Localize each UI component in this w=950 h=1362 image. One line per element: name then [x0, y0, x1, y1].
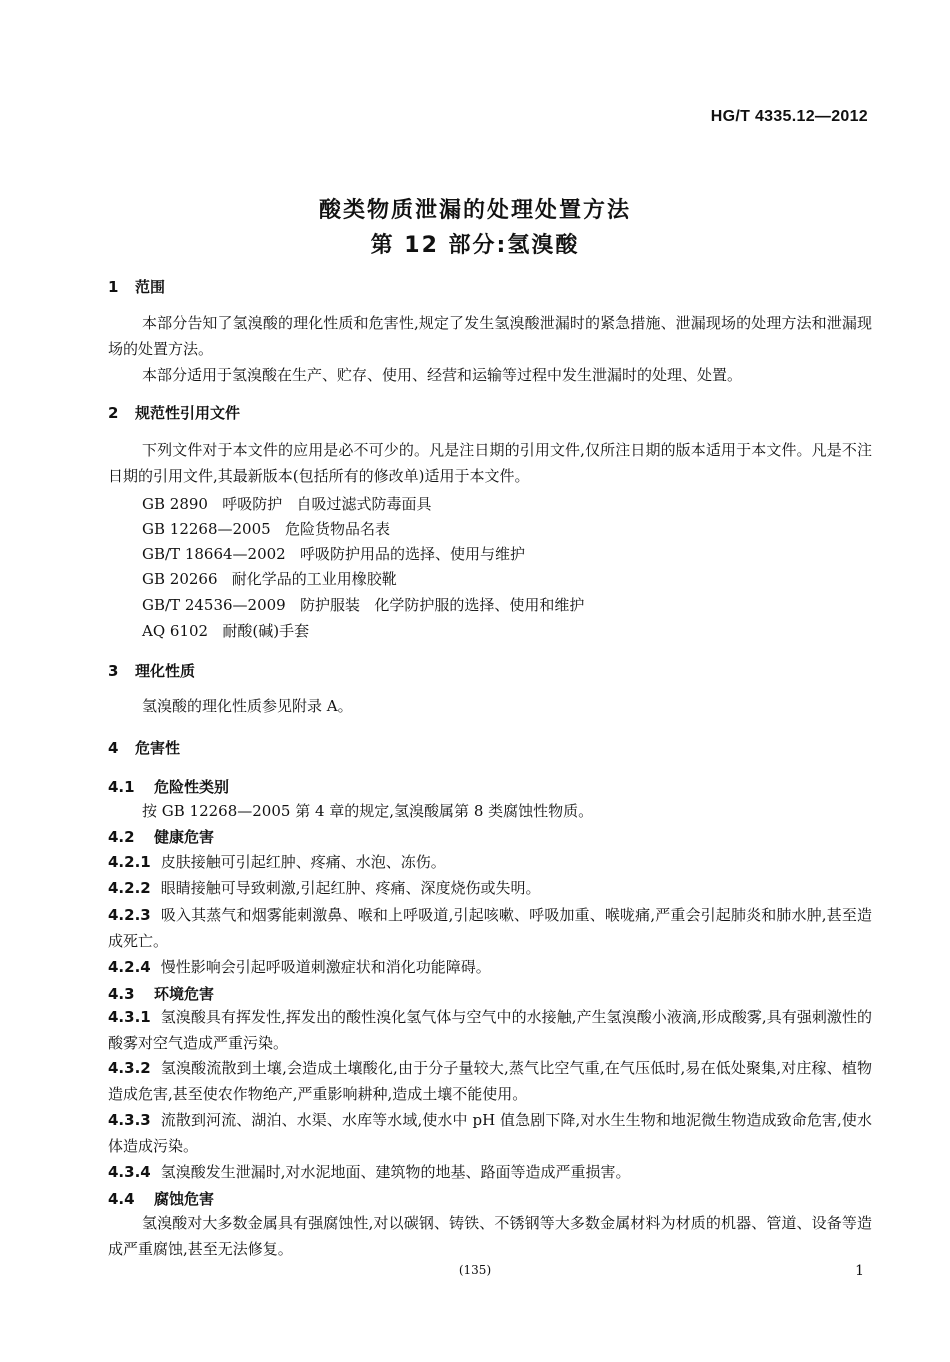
subsection-4-1-text: 按 GB 12268—2005 第 4 章的规定,氢溴酸属第 8 类腐蚀性物质。	[142, 802, 594, 820]
clause-4-2-2	[108, 875, 872, 901]
clause-4-3-3	[108, 1107, 872, 1159]
section-number: 4	[108, 739, 119, 757]
clause-text: 氢溴酸发生泄漏时,对水泥地面、建筑物的地基、路面等造成严重损害。	[160, 1163, 631, 1181]
section-number: 1	[108, 278, 119, 296]
section-number: 2	[108, 404, 119, 422]
subsection-number: 4.4	[108, 1190, 135, 1208]
clause-text: 慢性影响会引起呼吸道刺激症状和消化功能障碍。	[160, 958, 491, 976]
subsection-4-1-heading	[108, 776, 229, 797]
reference-item: GB 2890 呼吸防护 自吸过滤式防毒面具	[142, 495, 432, 513]
section-1-heading	[108, 276, 165, 297]
section-number: 3	[108, 662, 119, 680]
subsection-4-4-text: 氢溴酸对大多数金属具有强腐蚀性,对以碳钢、铸铁、不锈钢等大多数金属材料为材质的机器、管道、设备等造成严重腐蚀,甚至无法修复。	[108, 1214, 872, 1258]
reference-item: GB/T 18664—2002 呼吸防护用品的选择、使用与维护	[142, 545, 526, 563]
clause-number: 4.3.2	[108, 1059, 151, 1077]
section-3-paragraph-1: 氢溴酸的理化性质参见附录 A。	[142, 697, 353, 715]
clause-number: 4.2.2	[108, 879, 151, 897]
subsection-number: 4.1	[108, 778, 135, 796]
footer-page-index: (135)	[458, 1263, 492, 1277]
section-1-paragraph-2: 本部分适用于氢溴酸在生产、贮存、使用、经营和运输等过程中发生泄漏时的处理、处置。	[142, 366, 743, 384]
clause-number: 4.2.3	[108, 906, 151, 924]
clause-text: 眼睛接触可导致刺激,引起红肿、疼痛、深度烧伤或失明。	[160, 879, 541, 897]
subsection-title: 健康危害	[154, 828, 215, 846]
clause-number: 4.3.1	[108, 1008, 151, 1026]
reference-item: AQ 6102 耐酸(碱)手套	[142, 622, 310, 640]
subsection-4-3-heading	[108, 983, 214, 1004]
subsection-title: 腐蚀危害	[154, 1190, 215, 1208]
section-3-heading	[108, 660, 195, 681]
section-2-heading	[108, 402, 240, 423]
section-1-paragraph-1: 本部分告知了氢溴酸的理化性质和危害性,规定了发生氢溴酸泄漏时的紧急措施、泄漏现场的处理方法和泄漏现场的处置方法。	[108, 314, 872, 358]
section-2-paragraph-1: 下列文件对于本文件的应用是必不可少的。凡是注日期的引用文件,仅所注日期的版本适用于本文件。凡是不注日期的引用文件,其最新版本(包括所有的修改单)适用于本文件。	[108, 441, 872, 485]
reference-item: GB 12268—2005 危险货物品名表	[142, 520, 390, 538]
section-title: 理化性质	[135, 662, 196, 680]
section-title: 危害性	[135, 739, 181, 757]
clause-4-3-1	[108, 1004, 872, 1056]
subsection-title: 危险性类别	[154, 778, 230, 796]
clause-4-2-3	[108, 902, 872, 954]
subsection-title: 环境危害	[154, 985, 215, 1003]
clause-text: 流散到河流、湖泊、水渠、水库等水域,使水中 pH 值急剧下降,对水生生物和地泥微生物造成致命危害,使水体造成污染。	[108, 1111, 872, 1155]
clause-text: 氢溴酸具有挥发性,挥发出的酸性溴化氢气体与空气中的水接触,产生氢溴酸小液滴,形成酸雾,具有强刺激性的酸雾对空气造成严重污染。	[108, 1008, 872, 1052]
reference-item: GB/T 24536—2009 防护服装 化学防护服的选择、使用和维护	[142, 596, 585, 614]
clause-number: 4.3.4	[108, 1163, 151, 1181]
clause-text: 氢溴酸流散到土壤,会造成土壤酸化,由于分子量较大,蒸气比空气重,在气压低时,易在低处聚集,对庄稼、植物造成危害,甚至使农作物绝产,严重影响耕种,造成土壤不能使用。	[108, 1059, 872, 1103]
document-title: 酸类物质泄漏的处理处置方法	[318, 198, 631, 223]
clause-number: 4.2.4	[108, 958, 151, 976]
section-4-heading	[108, 737, 180, 758]
page-number: 1	[855, 1263, 864, 1279]
clause-text: 吸入其蒸气和烟雾能刺激鼻、喉和上呼吸道,引起咳嗽、呼吸加重、喉咙痛,严重会引起肺炎和肺水肿,甚至造成死亡。	[108, 906, 872, 950]
clause-text: 皮肤接触可引起红肿、疼痛、水泡、冻伤。	[160, 853, 446, 871]
clause-4-2-4	[108, 954, 872, 980]
subsection-number: 4.3	[108, 985, 135, 1003]
section-title: 规范性引用文件	[135, 404, 241, 422]
document-subtitle: 第 12 部分:氢溴酸	[370, 233, 580, 258]
subsection-4-4-heading	[108, 1188, 214, 1209]
subsection-4-2-heading	[108, 826, 214, 847]
section-title: 范围	[135, 278, 166, 296]
clause-4-2-1	[108, 849, 872, 875]
subsection-number: 4.2	[108, 828, 135, 846]
clause-number: 4.3.3	[108, 1111, 151, 1129]
reference-item: GB 20266 耐化学品的工业用橡胶靴	[142, 570, 397, 588]
clause-number: 4.2.1	[108, 853, 151, 871]
clause-4-3-2	[108, 1055, 872, 1107]
standard-code: HG/T 4335.12—2012	[710, 108, 868, 125]
clause-4-3-4	[108, 1159, 872, 1185]
